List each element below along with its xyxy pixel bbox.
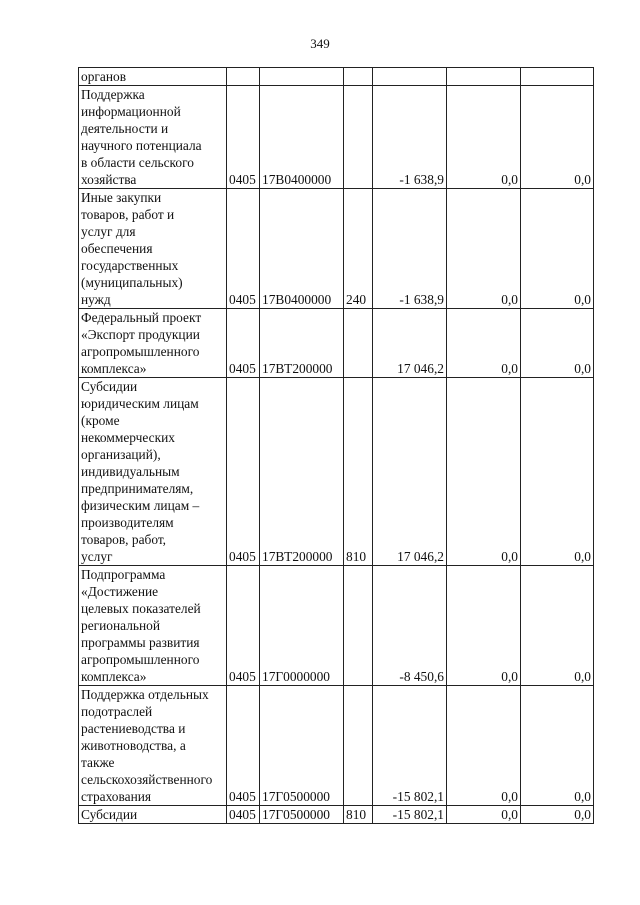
amount-3-cell: 0,0 <box>521 686 594 806</box>
row-name-cell: Субсидии <box>79 806 227 824</box>
expense-type-cell <box>344 566 373 686</box>
amount-3-cell: 0,0 <box>521 189 594 309</box>
amount-1-cell: -1 638,9 <box>373 86 447 189</box>
target-article-cell: 17В0400000 <box>260 86 344 189</box>
amount-1-cell <box>373 68 447 86</box>
row-name-cell: Поддержка отдельных подотраслей растениеводства и животноводства, а также сельскохозяйственного страхования <box>79 686 227 806</box>
section-cell: 0405 <box>227 378 260 566</box>
target-article-cell: 17Г0500000 <box>260 806 344 824</box>
table-row <box>79 68 594 86</box>
section-cell: 0405 <box>227 806 260 824</box>
amount-1-cell: -1 638,9 <box>373 189 447 309</box>
amount-2-cell <box>447 68 521 86</box>
section-cell: 0405 <box>227 189 260 309</box>
amount-2-cell: 0,0 <box>447 378 521 566</box>
amount-1-cell: 17 046,2 <box>373 309 447 378</box>
section-cell: 0405 <box>227 86 260 189</box>
amount-3-cell <box>521 68 594 86</box>
row-name-cell: органов <box>79 68 227 86</box>
row-name-cell: Субсидии юридическим лицам (кроме некоммерческих организаций), индивидуальным предпринимателям, физическим лицам – производителям товаров, работ, услуг <box>79 378 227 566</box>
table-row <box>79 189 594 309</box>
amount-3-cell: 0,0 <box>521 566 594 686</box>
section-cell: 0405 <box>227 686 260 806</box>
amount-2-cell: 0,0 <box>447 686 521 806</box>
target-article-cell <box>260 68 344 86</box>
amount-2-cell: 0,0 <box>447 806 521 824</box>
row-name-cell: Иные закупки товаров, работ и услуг для обеспечения государственных (муниципальных) нужд <box>79 189 227 309</box>
row-name-cell: Подпрограмма «Достижение целевых показателей региональной программы развития агропромышленного комплекса» <box>79 566 227 686</box>
budget-table <box>78 67 594 824</box>
expense-type-cell <box>344 309 373 378</box>
amount-3-cell: 0,0 <box>521 378 594 566</box>
expense-type-cell <box>344 686 373 806</box>
expense-type-cell: 810 <box>344 806 373 824</box>
target-article-cell: 17Г0500000 <box>260 686 344 806</box>
expense-type-cell: 240 <box>344 189 373 309</box>
table-row <box>79 309 594 378</box>
amount-2-cell: 0,0 <box>447 309 521 378</box>
amount-3-cell: 0,0 <box>521 86 594 189</box>
row-name-cell: Федеральный проект «Экспорт продукции агропромышленного комплекса» <box>79 309 227 378</box>
amount-3-cell: 0,0 <box>521 309 594 378</box>
expense-type-cell: 810 <box>344 378 373 566</box>
target-article-cell: 17Г0000000 <box>260 566 344 686</box>
amount-2-cell: 0,0 <box>447 566 521 686</box>
expense-type-cell <box>344 86 373 189</box>
section-cell <box>227 68 260 86</box>
target-article-cell: 17В0400000 <box>260 189 344 309</box>
row-name-cell: Поддержка информационной деятельности и научного потенциала в области сельского хозяйства <box>79 86 227 189</box>
table-row <box>79 686 594 806</box>
amount-2-cell: 0,0 <box>447 86 521 189</box>
amount-1-cell: 17 046,2 <box>373 378 447 566</box>
target-article-cell: 17ВТ200000 <box>260 378 344 566</box>
target-article-cell: 17ВТ200000 <box>260 309 344 378</box>
expense-type-cell <box>344 68 373 86</box>
table-row <box>79 806 594 824</box>
amount-2-cell: 0,0 <box>447 189 521 309</box>
amount-1-cell: -15 802,1 <box>373 686 447 806</box>
section-cell: 0405 <box>227 566 260 686</box>
amount-1-cell: -15 802,1 <box>373 806 447 824</box>
table-row <box>79 86 594 189</box>
amount-1-cell: -8 450,6 <box>373 566 447 686</box>
table-row <box>79 378 594 566</box>
page-number: 349 <box>310 36 330 51</box>
section-cell: 0405 <box>227 309 260 378</box>
table-row <box>79 566 594 686</box>
amount-3-cell: 0,0 <box>521 806 594 824</box>
